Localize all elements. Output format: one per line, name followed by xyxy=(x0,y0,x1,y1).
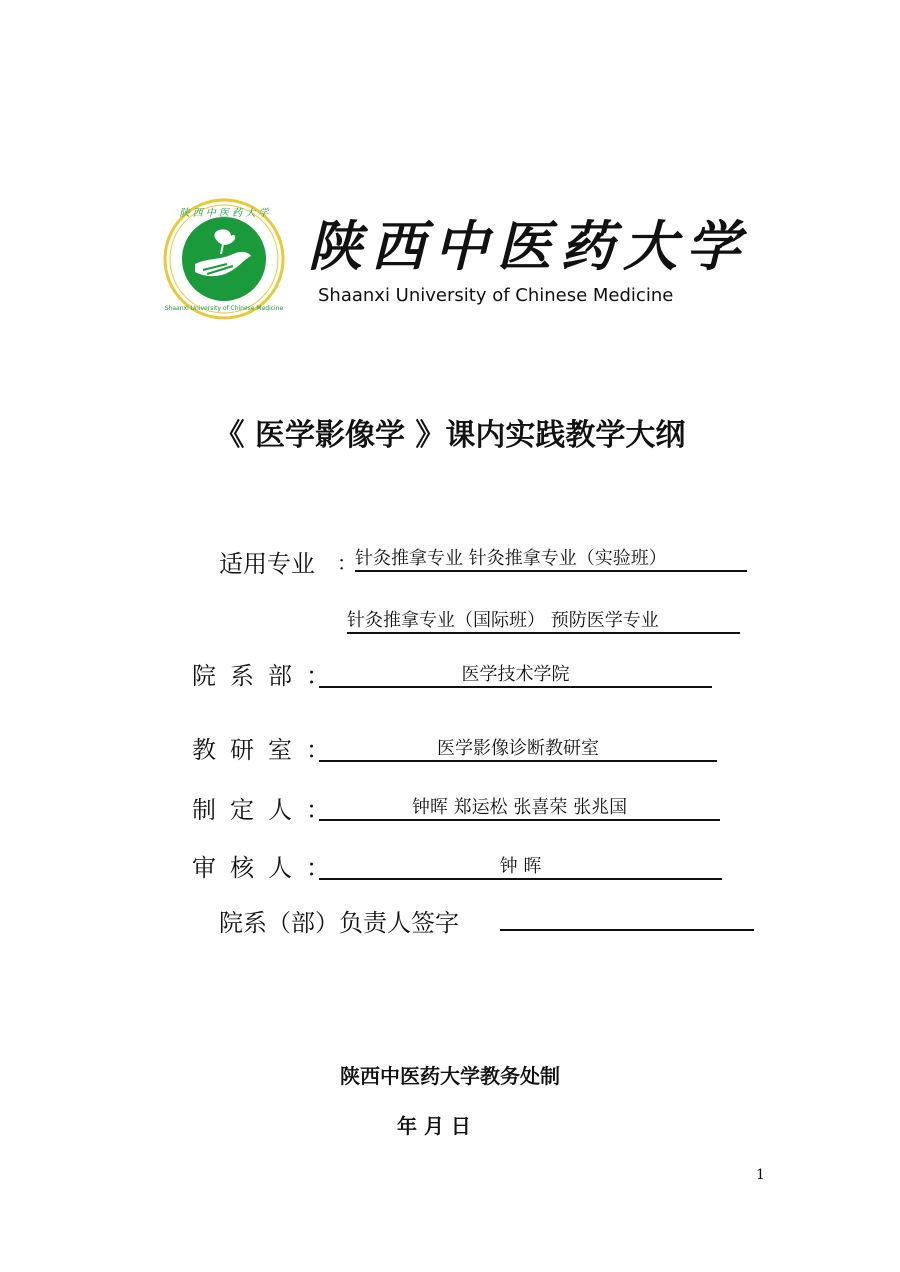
major-colon: ： xyxy=(337,551,357,575)
signature-label: 院系（部）负责人签字 xyxy=(219,909,459,937)
teaching-office-value: 医学影像诊断教研室 xyxy=(319,738,717,762)
svg-text:Shaanxi University of Chinese: Shaanxi University of Chinese Medicine xyxy=(164,305,284,312)
author-label: 制定人： xyxy=(192,796,344,824)
department-value: 医学技术学院 xyxy=(319,664,712,688)
issuer-text: 陕西中医药大学教务处制 xyxy=(340,1064,560,1088)
date-text: 年 月 日 xyxy=(397,1114,471,1138)
university-name-chinese: 陕西中医药大学 xyxy=(308,214,749,278)
major-value-line2: 针灸推拿专业（国际班） 预防医学专业 xyxy=(347,610,740,634)
reviewer-label: 审核人： xyxy=(192,854,344,882)
page-number: 1 xyxy=(756,1167,765,1183)
document-title: 《 医学影像学 》课内实践教学大纲 xyxy=(214,418,686,453)
teaching-office-label: 教研室： xyxy=(192,736,344,764)
major-label: 适用专业 xyxy=(219,550,315,578)
svg-text:陕 西 中 医 药 大 学: 陕 西 中 医 药 大 学 xyxy=(179,208,269,219)
signature-line xyxy=(500,929,754,931)
reviewer-value: 钟 晖 xyxy=(319,856,722,880)
university-name-english: Shaanxi University of Chinese Medicine xyxy=(318,285,674,306)
department-label: 院系部： xyxy=(192,662,344,690)
major-value-line1: 针灸推拿专业 针灸推拿专业（实验班） xyxy=(355,548,747,572)
university-seal-logo xyxy=(163,198,285,320)
author-value: 钟晖 郑运松 张喜荣 张兆国 xyxy=(319,797,720,821)
